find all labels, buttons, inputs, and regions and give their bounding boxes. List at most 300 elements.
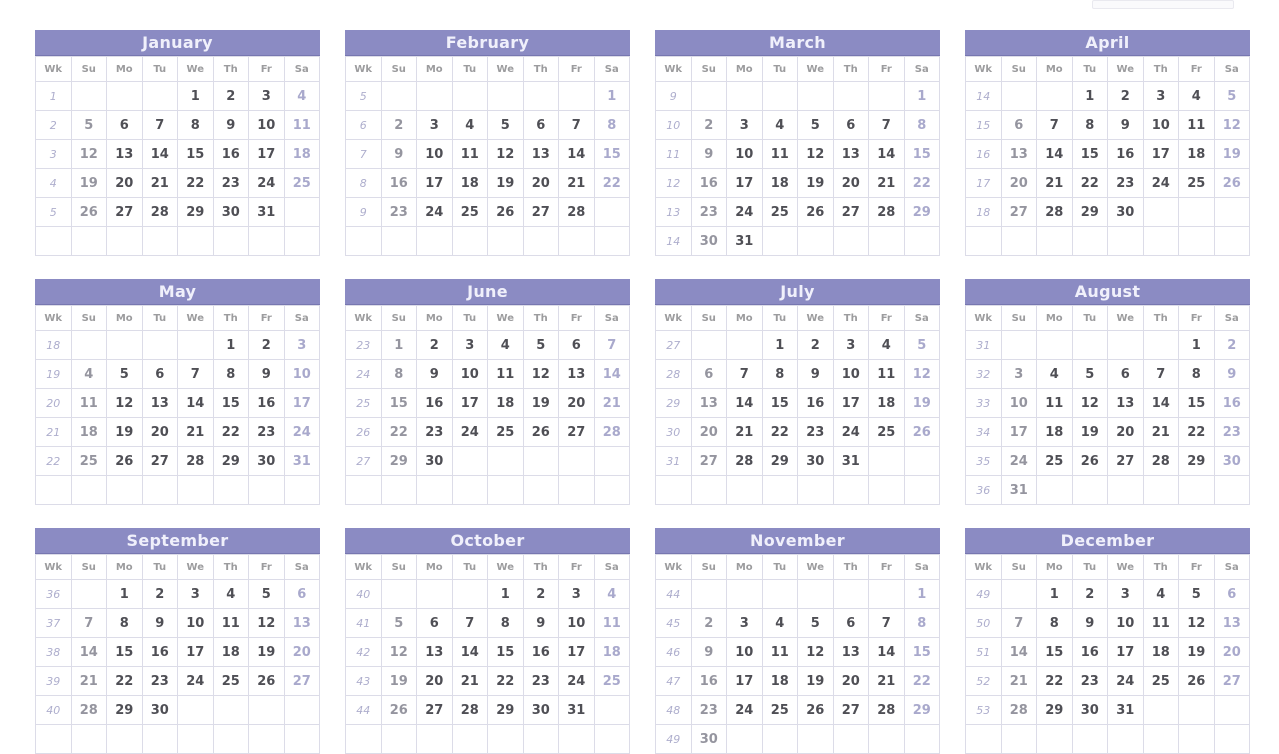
- day-cell: 20: [1108, 418, 1144, 447]
- day-cell: 21: [727, 418, 763, 447]
- day-cell: [107, 227, 143, 256]
- day-cell: 24: [249, 169, 285, 198]
- day-cell: 15: [488, 638, 524, 667]
- month-grid: [655, 56, 940, 256]
- dow-header-we: We: [1108, 306, 1144, 331]
- day-cell: 30: [417, 447, 453, 476]
- day-cell: [869, 447, 905, 476]
- dow-header-fr: Fr: [249, 57, 285, 82]
- day-cell: 24: [452, 418, 488, 447]
- day-cell: 9: [691, 638, 727, 667]
- week-row: [346, 696, 630, 725]
- day-of-week-header-row: [36, 555, 320, 580]
- day-cell: [1001, 82, 1037, 111]
- week-row: [36, 360, 320, 389]
- day-cell: 27: [833, 696, 869, 725]
- dow-header-tu: Tu: [762, 306, 798, 331]
- day-cell: 10: [1001, 389, 1037, 418]
- day-cell: 1: [1072, 82, 1108, 111]
- day-cell: [381, 580, 417, 609]
- month-january: [35, 30, 320, 256]
- day-cell: 27: [691, 447, 727, 476]
- day-cell: 21: [1143, 418, 1179, 447]
- day-cell: [869, 227, 905, 256]
- month-grid: [35, 305, 320, 505]
- week-number-cell: 43: [346, 667, 382, 696]
- day-cell: 8: [213, 360, 249, 389]
- day-cell: 28: [727, 447, 763, 476]
- week-number-cell: 3: [36, 140, 72, 169]
- week-number-cell: 4: [36, 169, 72, 198]
- day-cell: [1001, 725, 1037, 754]
- day-cell: 19: [523, 389, 559, 418]
- day-cell: 25: [1143, 667, 1179, 696]
- day-cell: 8: [594, 111, 630, 140]
- day-cell: 27: [523, 198, 559, 227]
- week-row: [36, 609, 320, 638]
- week-row: [966, 198, 1250, 227]
- day-cell: 9: [417, 360, 453, 389]
- day-cell: 24: [559, 667, 595, 696]
- day-cell: 2: [691, 111, 727, 140]
- day-cell: 21: [178, 418, 214, 447]
- day-cell: [762, 476, 798, 505]
- day-cell: 2: [142, 580, 178, 609]
- day-cell: 3: [1001, 360, 1037, 389]
- day-cell: 31: [284, 447, 320, 476]
- day-cell: [1143, 198, 1179, 227]
- day-cell: 28: [869, 696, 905, 725]
- day-cell: [71, 227, 107, 256]
- day-cell: [178, 476, 214, 505]
- day-cell: 29: [904, 696, 940, 725]
- day-cell: 21: [869, 169, 905, 198]
- day-cell: 9: [1072, 609, 1108, 638]
- day-cell: [178, 725, 214, 754]
- day-cell: [869, 476, 905, 505]
- day-cell: [1037, 725, 1073, 754]
- day-cell: 4: [488, 331, 524, 360]
- day-cell: 29: [1037, 696, 1073, 725]
- day-of-week-header-row: [36, 306, 320, 331]
- week-row: [346, 418, 630, 447]
- day-cell: 14: [1001, 638, 1037, 667]
- day-cell: 21: [452, 667, 488, 696]
- day-cell: 12: [1214, 111, 1250, 140]
- day-cell: [594, 227, 630, 256]
- day-cell: [559, 227, 595, 256]
- day-cell: 3: [833, 331, 869, 360]
- day-cell: 12: [798, 140, 834, 169]
- week-number-cell: 1: [36, 82, 72, 111]
- week-row: [346, 638, 630, 667]
- day-cell: [798, 580, 834, 609]
- day-cell: 24: [1108, 667, 1144, 696]
- month-grid: [655, 554, 940, 754]
- dow-header-we: We: [1108, 555, 1144, 580]
- week-number-cell: 18: [36, 331, 72, 360]
- day-cell: 14: [727, 389, 763, 418]
- day-cell: 22: [1037, 667, 1073, 696]
- week-number-cell: 27: [656, 331, 692, 360]
- day-cell: [869, 82, 905, 111]
- week-row: [656, 82, 940, 111]
- day-cell: 10: [178, 609, 214, 638]
- month-july: [655, 279, 940, 505]
- day-cell: [523, 725, 559, 754]
- day-cell: 14: [869, 638, 905, 667]
- day-cell: [904, 447, 940, 476]
- day-cell: [213, 696, 249, 725]
- week-row: [346, 389, 630, 418]
- week-number-cell: 8: [346, 169, 382, 198]
- day-cell: 16: [691, 667, 727, 696]
- dow-header-th: Th: [1143, 57, 1179, 82]
- week-row: [346, 725, 630, 754]
- day-cell: 13: [284, 609, 320, 638]
- week-row: [966, 580, 1250, 609]
- day-cell: 6: [142, 360, 178, 389]
- day-cell: [727, 725, 763, 754]
- day-cell: 20: [284, 638, 320, 667]
- week-row: [36, 638, 320, 667]
- day-cell: 13: [1214, 609, 1250, 638]
- dow-header-sa: Sa: [594, 306, 630, 331]
- day-cell: 12: [249, 609, 285, 638]
- day-cell: 8: [1072, 111, 1108, 140]
- day-cell: 28: [178, 447, 214, 476]
- month-title: December: [965, 528, 1250, 554]
- day-cell: 30: [691, 725, 727, 754]
- day-of-week-header-row: [966, 57, 1250, 82]
- dow-header-we: We: [178, 57, 214, 82]
- cropped-top-right-remnant: [1092, 0, 1234, 9]
- week-number-cell: 27: [346, 447, 382, 476]
- day-cell: [1108, 476, 1144, 505]
- day-cell: 23: [381, 198, 417, 227]
- day-cell: 18: [71, 418, 107, 447]
- month-grid: [345, 56, 630, 256]
- day-cell: 10: [249, 111, 285, 140]
- week-row: [656, 725, 940, 754]
- day-cell: 26: [1179, 667, 1215, 696]
- day-cell: 4: [71, 360, 107, 389]
- day-cell: 16: [381, 169, 417, 198]
- week-number-cell: 11: [656, 140, 692, 169]
- day-cell: 6: [523, 111, 559, 140]
- month-grid: [35, 56, 320, 256]
- day-cell: 26: [523, 418, 559, 447]
- day-cell: [594, 696, 630, 725]
- day-cell: [178, 696, 214, 725]
- day-cell: 8: [762, 360, 798, 389]
- day-cell: 9: [798, 360, 834, 389]
- dow-header-tu: Tu: [142, 555, 178, 580]
- day-cell: 23: [249, 418, 285, 447]
- week-row: [966, 389, 1250, 418]
- week-number-cell: 51: [966, 638, 1002, 667]
- day-cell: [213, 476, 249, 505]
- dow-header-th: Th: [523, 57, 559, 82]
- week-row: [656, 360, 940, 389]
- month-grid: [965, 554, 1250, 754]
- week-row: [966, 638, 1250, 667]
- dow-header-sa: Sa: [904, 306, 940, 331]
- week-row: [656, 418, 940, 447]
- day-cell: 16: [691, 169, 727, 198]
- day-cell: [1001, 227, 1037, 256]
- dow-header-fr: Fr: [249, 555, 285, 580]
- day-cell: 15: [1072, 140, 1108, 169]
- day-cell: 18: [594, 638, 630, 667]
- day-cell: 25: [1037, 447, 1073, 476]
- day-cell: 27: [559, 418, 595, 447]
- week-number-cell: 19: [36, 360, 72, 389]
- dow-header-th: Th: [213, 306, 249, 331]
- day-cell: 2: [1072, 580, 1108, 609]
- month-grid: [345, 554, 630, 754]
- week-row: [966, 476, 1250, 505]
- day-cell: 13: [417, 638, 453, 667]
- day-cell: [798, 476, 834, 505]
- month-title: July: [655, 279, 940, 305]
- day-cell: 30: [249, 447, 285, 476]
- week-number-cell: 17: [966, 169, 1002, 198]
- day-cell: 5: [1179, 580, 1215, 609]
- day-cell: 27: [833, 198, 869, 227]
- day-cell: 21: [142, 169, 178, 198]
- day-cell: [71, 580, 107, 609]
- dow-header-mo: Mo: [107, 306, 143, 331]
- day-cell: 29: [213, 447, 249, 476]
- day-cell: [762, 227, 798, 256]
- day-cell: 30: [1108, 198, 1144, 227]
- dow-header-wk: Wk: [36, 555, 72, 580]
- day-cell: 14: [178, 389, 214, 418]
- day-cell: 5: [488, 111, 524, 140]
- day-cell: [1037, 331, 1073, 360]
- day-cell: 19: [249, 638, 285, 667]
- month-title: June: [345, 279, 630, 305]
- day-cell: [284, 725, 320, 754]
- day-cell: [488, 725, 524, 754]
- day-cell: 17: [833, 389, 869, 418]
- day-cell: 9: [213, 111, 249, 140]
- week-number-cell: 46: [656, 638, 692, 667]
- week-number-cell: 5: [346, 82, 382, 111]
- day-cell: [1108, 331, 1144, 360]
- dow-header-su: Su: [381, 555, 417, 580]
- day-cell: 11: [1179, 111, 1215, 140]
- day-cell: 12: [798, 638, 834, 667]
- day-cell: 1: [1037, 580, 1073, 609]
- day-cell: 30: [798, 447, 834, 476]
- day-cell: 17: [284, 389, 320, 418]
- day-cell: 2: [798, 331, 834, 360]
- day-cell: 31: [1108, 696, 1144, 725]
- day-cell: [142, 476, 178, 505]
- day-cell: [1179, 696, 1215, 725]
- dow-header-we: We: [798, 306, 834, 331]
- day-cell: 26: [488, 198, 524, 227]
- dow-header-sa: Sa: [1214, 555, 1250, 580]
- day-cell: 5: [798, 111, 834, 140]
- week-row: [346, 331, 630, 360]
- day-cell: 26: [1072, 447, 1108, 476]
- day-cell: 23: [523, 667, 559, 696]
- dow-header-su: Su: [71, 306, 107, 331]
- week-number-cell: 25: [346, 389, 382, 418]
- week-number-cell: 41: [346, 609, 382, 638]
- day-cell: [142, 227, 178, 256]
- day-cell: [1179, 476, 1215, 505]
- day-cell: 18: [762, 169, 798, 198]
- day-cell: [249, 725, 285, 754]
- dow-header-th: Th: [213, 57, 249, 82]
- dow-header-th: Th: [213, 555, 249, 580]
- day-cell: 4: [1037, 360, 1073, 389]
- day-cell: 9: [249, 360, 285, 389]
- month-may: [35, 279, 320, 505]
- day-cell: [1179, 198, 1215, 227]
- dow-header-tu: Tu: [142, 57, 178, 82]
- day-cell: 24: [833, 418, 869, 447]
- week-number-cell: 48: [656, 696, 692, 725]
- day-cell: 25: [594, 667, 630, 696]
- day-cell: [1179, 227, 1215, 256]
- day-cell: 4: [594, 580, 630, 609]
- day-cell: 27: [1001, 198, 1037, 227]
- day-cell: 30: [1214, 447, 1250, 476]
- week-row: [656, 476, 940, 505]
- day-cell: 6: [1214, 580, 1250, 609]
- day-cell: 23: [417, 418, 453, 447]
- day-cell: 18: [1143, 638, 1179, 667]
- dow-header-su: Su: [691, 306, 727, 331]
- day-cell: [691, 580, 727, 609]
- week-number-cell: 13: [656, 198, 692, 227]
- day-cell: 1: [904, 82, 940, 111]
- day-cell: 9: [142, 609, 178, 638]
- week-number-cell: 20: [36, 389, 72, 418]
- dow-header-wk: Wk: [656, 57, 692, 82]
- day-cell: 13: [107, 140, 143, 169]
- day-cell: 28: [1037, 198, 1073, 227]
- day-cell: 8: [178, 111, 214, 140]
- dow-header-mo: Mo: [107, 57, 143, 82]
- day-cell: [1072, 476, 1108, 505]
- day-cell: [559, 82, 595, 111]
- day-cell: 30: [213, 198, 249, 227]
- day-cell: [142, 82, 178, 111]
- day-cell: 18: [762, 667, 798, 696]
- day-cell: 16: [1214, 389, 1250, 418]
- day-cell: 30: [1072, 696, 1108, 725]
- day-cell: 11: [1037, 389, 1073, 418]
- week-number-cell: 49: [966, 580, 1002, 609]
- day-cell: 16: [798, 389, 834, 418]
- day-cell: 14: [1143, 389, 1179, 418]
- day-cell: 25: [452, 198, 488, 227]
- day-cell: 13: [691, 389, 727, 418]
- week-number-cell: 9: [346, 198, 382, 227]
- day-cell: 28: [1143, 447, 1179, 476]
- month-november: [655, 528, 940, 754]
- day-cell: [417, 580, 453, 609]
- week-number-cell: [346, 476, 382, 505]
- day-cell: 28: [559, 198, 595, 227]
- week-row: [36, 227, 320, 256]
- day-cell: 23: [691, 198, 727, 227]
- day-cell: 28: [452, 696, 488, 725]
- day-of-week-header-row: [346, 306, 630, 331]
- month-grid: [965, 56, 1250, 256]
- week-number-cell: 28: [656, 360, 692, 389]
- day-cell: 9: [523, 609, 559, 638]
- week-number-cell: 52: [966, 667, 1002, 696]
- day-cell: 21: [1001, 667, 1037, 696]
- day-cell: 10: [559, 609, 595, 638]
- week-number-cell: 39: [36, 667, 72, 696]
- week-number-cell: 45: [656, 609, 692, 638]
- day-cell: 7: [1143, 360, 1179, 389]
- dow-header-mo: Mo: [417, 57, 453, 82]
- day-cell: 6: [833, 111, 869, 140]
- day-cell: [904, 476, 940, 505]
- week-row: [36, 140, 320, 169]
- week-row: [656, 447, 940, 476]
- week-row: [36, 476, 320, 505]
- week-row: [966, 360, 1250, 389]
- day-cell: 9: [1108, 111, 1144, 140]
- day-cell: 29: [1072, 198, 1108, 227]
- day-cell: [523, 476, 559, 505]
- day-cell: 10: [417, 140, 453, 169]
- week-row: [36, 667, 320, 696]
- dow-header-mo: Mo: [727, 57, 763, 82]
- day-cell: 8: [488, 609, 524, 638]
- day-cell: 7: [452, 609, 488, 638]
- dow-header-mo: Mo: [1037, 57, 1073, 82]
- dow-header-we: We: [488, 555, 524, 580]
- day-cell: 23: [691, 696, 727, 725]
- day-cell: [691, 476, 727, 505]
- day-cell: 19: [107, 418, 143, 447]
- day-cell: 5: [904, 331, 940, 360]
- day-cell: 29: [1179, 447, 1215, 476]
- day-cell: [213, 725, 249, 754]
- week-number-cell: 35: [966, 447, 1002, 476]
- day-cell: 11: [762, 638, 798, 667]
- dow-header-mo: Mo: [727, 306, 763, 331]
- day-cell: [1143, 725, 1179, 754]
- day-cell: 19: [904, 389, 940, 418]
- week-number-cell: [36, 476, 72, 505]
- week-number-cell: 12: [656, 169, 692, 198]
- day-cell: [249, 227, 285, 256]
- dow-header-mo: Mo: [417, 555, 453, 580]
- month-title: March: [655, 30, 940, 56]
- day-cell: 9: [1214, 360, 1250, 389]
- day-cell: [559, 725, 595, 754]
- month-october: [345, 528, 630, 754]
- week-row: [346, 609, 630, 638]
- day-cell: [1072, 725, 1108, 754]
- day-cell: 22: [178, 169, 214, 198]
- day-cell: 18: [1179, 140, 1215, 169]
- day-cell: [71, 725, 107, 754]
- dow-header-th: Th: [1143, 555, 1179, 580]
